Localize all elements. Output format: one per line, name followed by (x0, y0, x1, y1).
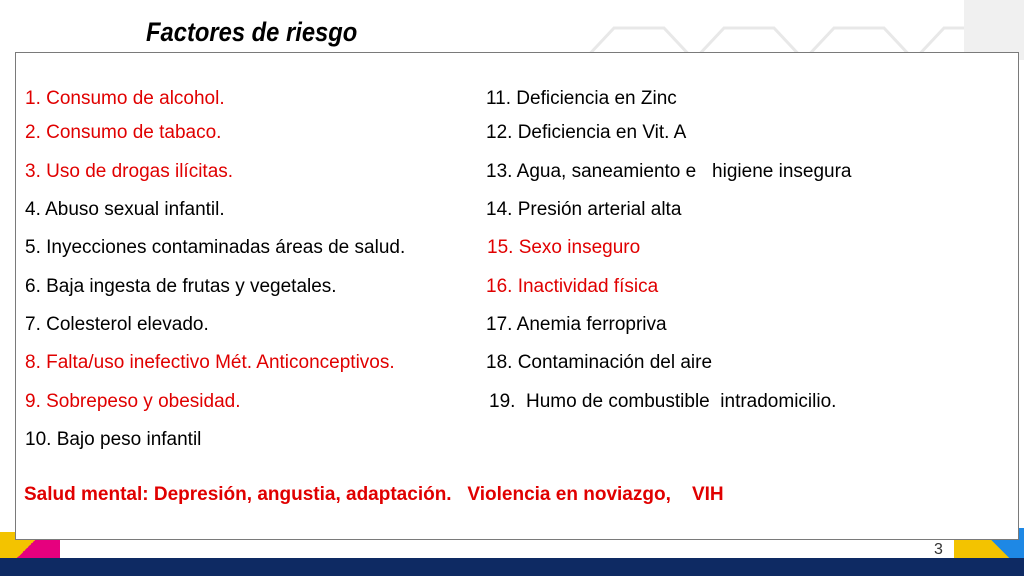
list-item: 19. Humo de combustible intradomicilio. (489, 391, 837, 412)
list-item: 2. Consumo de tabaco. (25, 122, 222, 143)
list-item: 6. Baja ingesta de frutas y vegetales. (25, 276, 337, 297)
list-item: 17. Anemia ferropriva (486, 314, 667, 335)
list-item: 16. Inactividad física (486, 276, 659, 297)
bottom-navy-band (0, 558, 1024, 576)
list-item: 14. Presión arterial alta (486, 199, 682, 220)
mental-health-footer: Salud mental: Depresión, angustia, adaptación. Violencia en noviazgo, VIH (24, 484, 724, 505)
list-item: 12. Deficiencia en Vit. A (486, 122, 687, 143)
list-item: 5. Inyecciones contaminadas áreas de salud. (25, 237, 406, 258)
list-item: 18. Contaminación del aire (486, 352, 713, 373)
page-number: 3 (934, 541, 943, 558)
list-item: 4. Abuso sexual infantil. (25, 199, 225, 220)
list-item: 13. Agua, saneamiento e higiene insegura (486, 161, 852, 182)
list-item: 1. Consumo de alcohol. (25, 88, 225, 109)
list-item: 15. Sexo inseguro (487, 237, 641, 258)
slide-title: Factores de riesgo (146, 17, 358, 47)
list-item: 8. Falta/uso inefectivo Mét. Anticonceptivos. (25, 352, 395, 373)
list-item: 9. Sobrepeso y obesidad. (25, 391, 241, 412)
list-item: 10. Bajo peso infantil (25, 429, 202, 450)
risk-factors-box (15, 52, 1019, 540)
list-item: 3. Uso de drogas ilícitas. (25, 161, 234, 182)
list-item: 11. Deficiencia en Zinc (486, 88, 677, 109)
list-item: 7. Colesterol elevado. (25, 314, 209, 335)
hexagon-pattern-decoration (504, 0, 1024, 60)
